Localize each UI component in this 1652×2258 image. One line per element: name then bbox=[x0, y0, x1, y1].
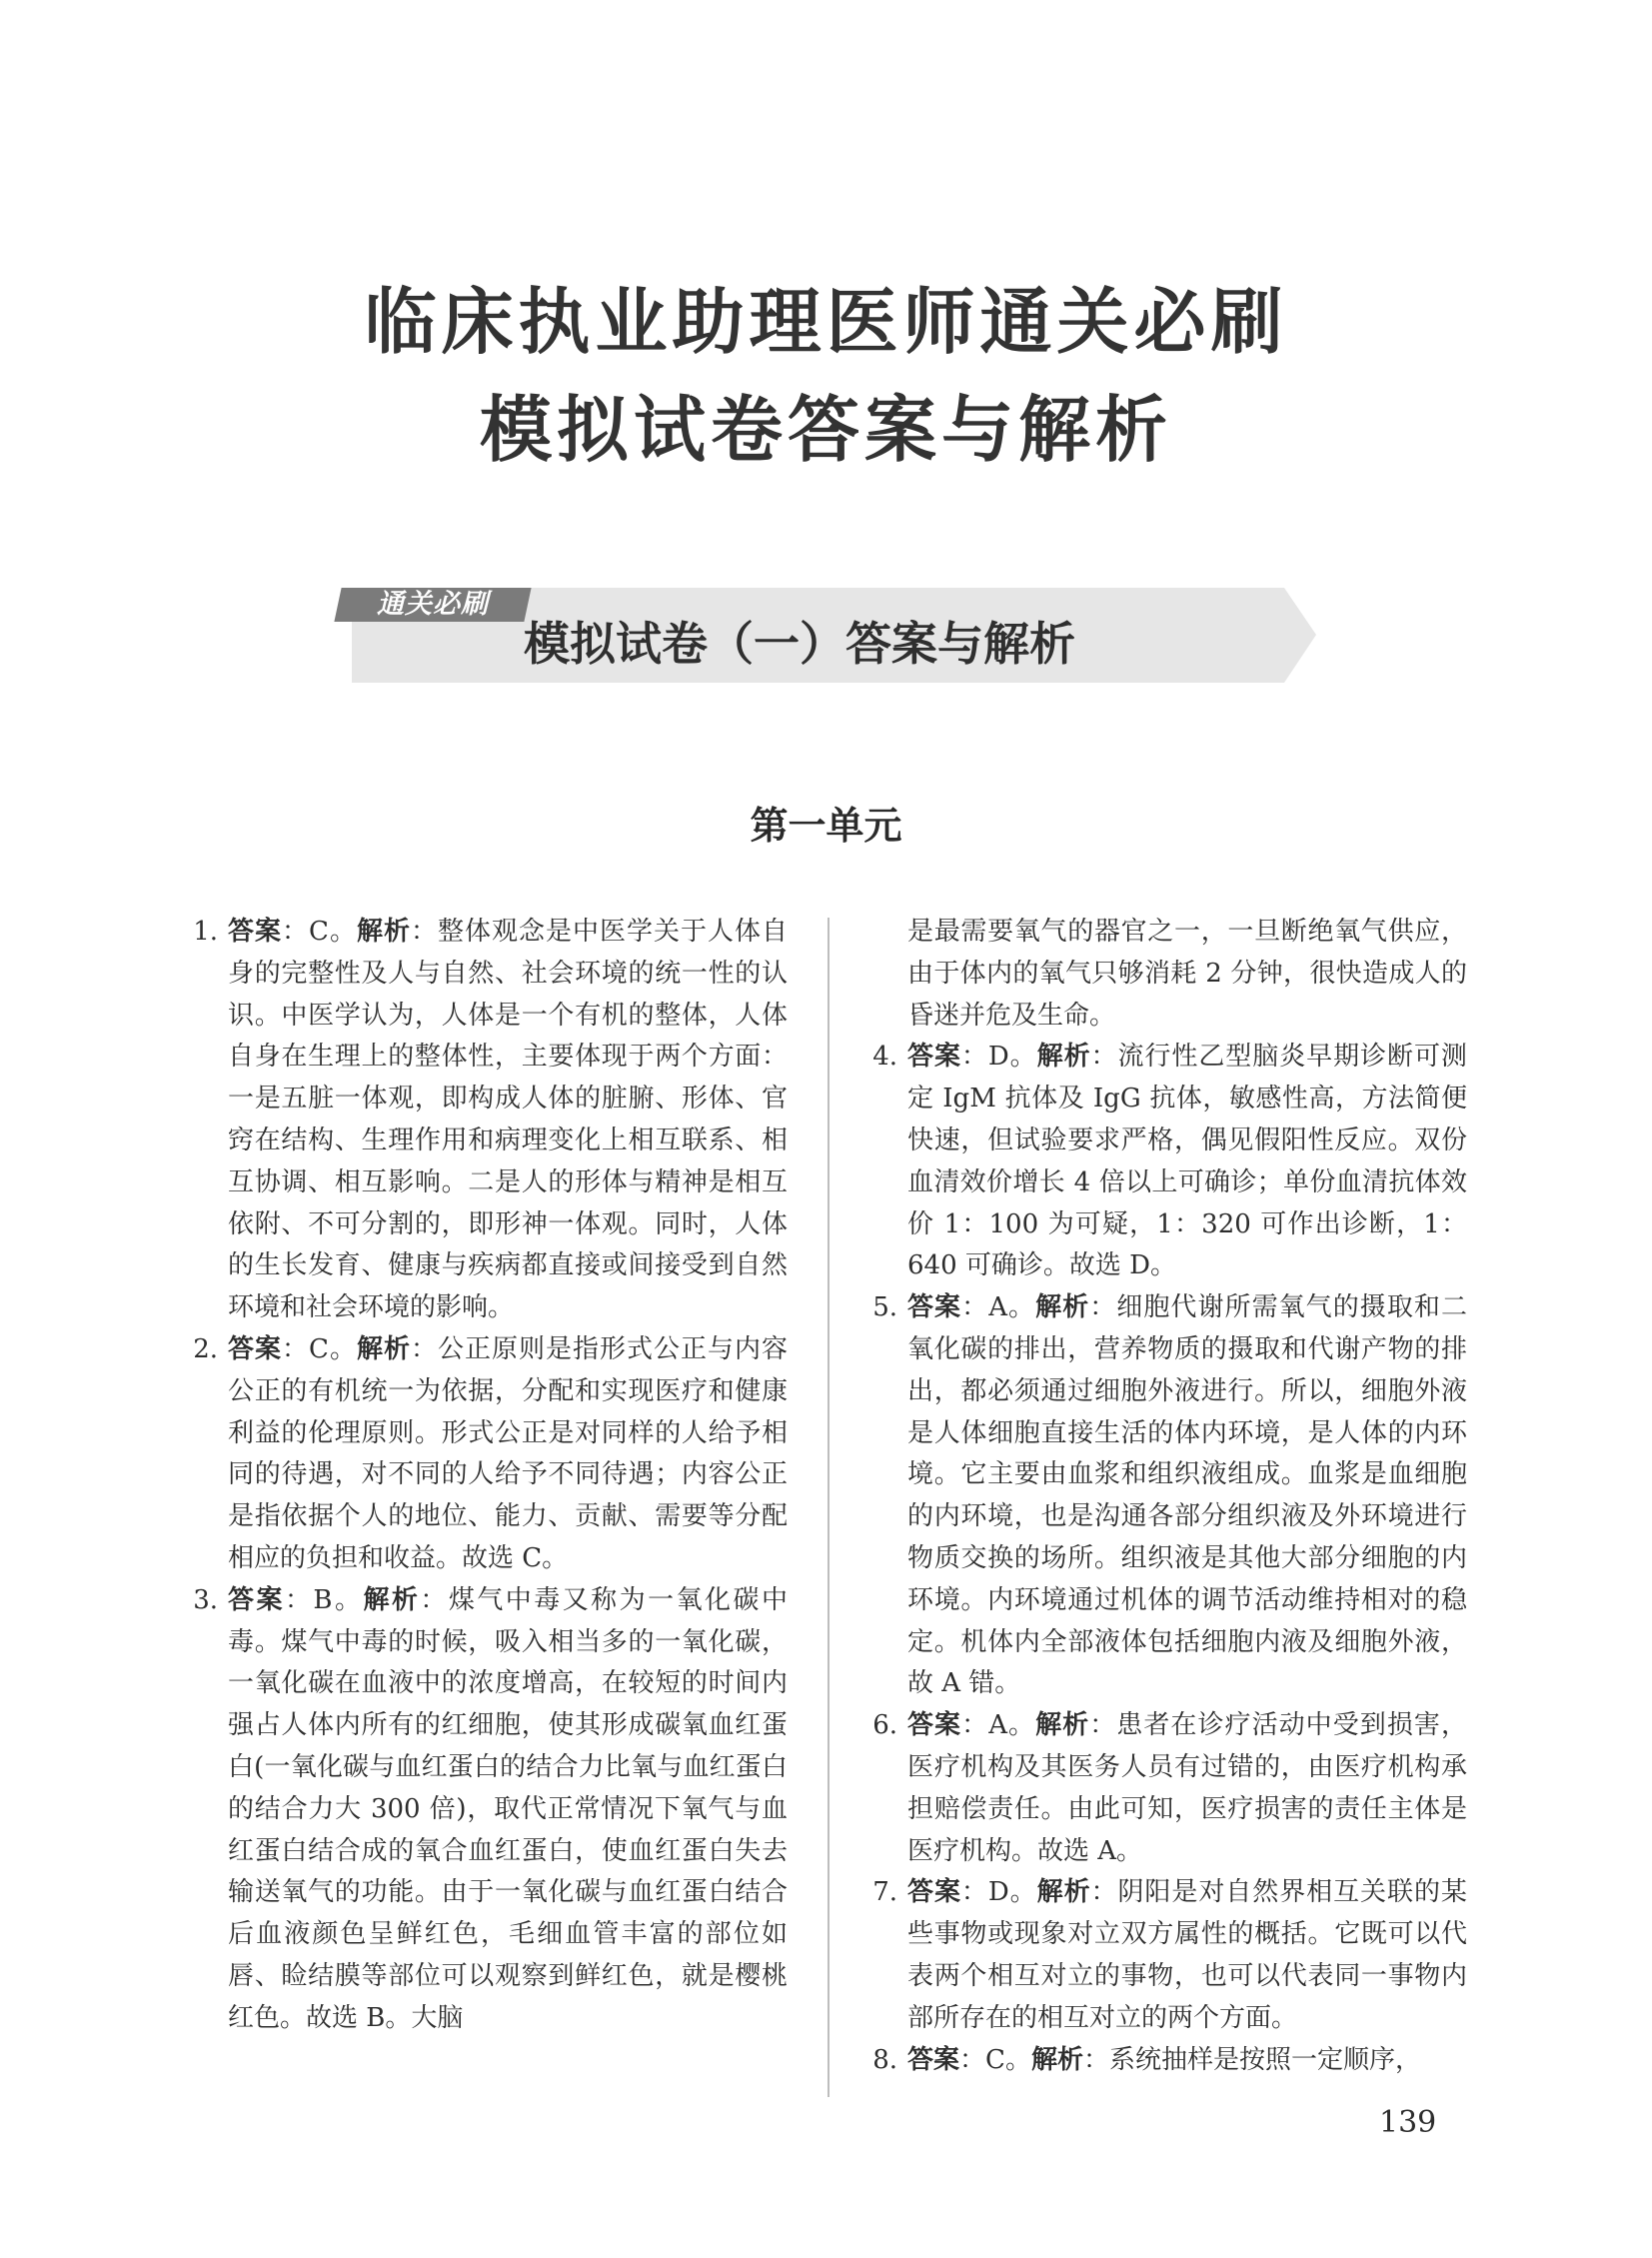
item-number: 4. bbox=[872, 1042, 897, 1073]
answer-item-8: 8. 答案：C。解析：系统抽样是按照一定顺序， bbox=[862, 2040, 1467, 2082]
analysis-text: 整体观念是中医学关于人体自身的完整性及人与自然、社会环境的统一性的认识。中医学认为，人体是一个有机的整体，人体自身在生理上的整体性，主要体现于两个方面：一是五脏一体观，即构成人体的脏腑、形体、官窍在结构、生理作用和病理变化上相互联系、相互协调、相互影响。二是人的形体与精神是相互依附、不可分割的，即形神一体观。同时，人体的生长发育、健康与疾病都直接或间接受到自然环境和社会环境的影响。 bbox=[228, 917, 788, 1323]
analysis-text: 流行性乙型脑炎早期诊断可测定 IgM 抗体及 IgG 抗体，敏感性高，方法简便快速，但试验要求严格，偶见假阳性反应。双份血清效价增长 4 倍以上可确诊；单份血清抗体效价 1：100 为可疑，1：320 可作出诊断，1：640 可确诊。故选 D。 bbox=[907, 1042, 1467, 1281]
analysis-text: 公正原则是指形式公正与内容公正的有机统一为依据，分配和实现医疗和健康利益的伦理原则。形式公正是对同样的人给予相同的待遇，对不同的人给予不同待遇；内容公正是指依据个人的地位、能力、贡献、需要等分配相应的负担和收益。故选 C。 bbox=[228, 1333, 788, 1573]
item-number: 3. bbox=[193, 1584, 218, 1615]
analysis-text: 患者在诊疗活动中受到损害，医疗机构及其医务人员有过错的，由医疗机构承担赔偿责任。由此可知，医疗损害的责任主体是医疗机构。故选 A。 bbox=[907, 1710, 1467, 1866]
banner-tag-text: 通关必刷 bbox=[377, 589, 489, 620]
answer-item-5: 5. 答案：A。解析：细胞代谢所需氧气的摄取和二氧化碳的排出，营养物质的摄取和代谢产物的排出，都必须通过细胞外液进行。所以，细胞外液是人体细胞直接生活的体内环境，是人体的内环境。它主要由血浆和组织液组成。血浆是血细胞的内环境，也是沟通各部分组织液及外环境进行物质交换的场所。组织液是其他大部分细胞的内环境。内环境通过机体的调节活动维持相对的稳定。机体内全部液体包括细胞内液及细胞外液，故 A 错。 bbox=[862, 1287, 1467, 1705]
section-banner bbox=[352, 588, 1316, 683]
answer-value: A bbox=[988, 1292, 1007, 1323]
answer-value: C bbox=[309, 1333, 329, 1364]
answer-item-3: 3. 答案：B。解析：煤气中毒又称为一氧化碳中毒。煤气中毒的时候，吸入相当多的一氧化碳，一氧化碳在血液中的浓度增高，在较短的时间内强占人体内所有的红细胞，使其形成碳氧血红蛋白(一氧化碳与血红蛋白的结合力比氧与血红蛋白的结合力大 300 倍)，取代正常情况下氧气与血红蛋白结合成的氧合血红蛋白，使血红蛋白失去输送氧气的功能。由于一氧化碳与血红蛋白结合后血液颜色呈鲜红色，毛细血管丰富的部位如唇、睑结膜等部位可以观察到鲜红色，就是樱桃红色。故选 B。大脑 bbox=[183, 1580, 788, 2040]
left-column bbox=[183, 912, 788, 2040]
answer-label: 答案 bbox=[907, 1042, 961, 1073]
analysis-label: 解析 bbox=[363, 1584, 421, 1615]
answer-value: D bbox=[987, 1042, 1009, 1073]
answer-label: 答案 bbox=[907, 2044, 960, 2075]
analysis-text: 阴阳是对自然界相互关联的某些事物或现象对立双方属性的概括。它既可以代表两个相互对立的事物，也可以代表同一事物内部所存在的相互对立的两个方面。 bbox=[907, 1877, 1467, 2033]
item-number: 1. bbox=[193, 917, 218, 947]
analysis-label: 解析 bbox=[356, 917, 411, 947]
item-number: 7. bbox=[872, 1877, 897, 1908]
item-number: 8. bbox=[872, 2044, 897, 2075]
answer-label: 答案 bbox=[907, 1292, 962, 1323]
item-number: 5. bbox=[872, 1292, 897, 1323]
answer-value: D bbox=[987, 1877, 1009, 1908]
answer-label: 答案 bbox=[228, 1333, 283, 1364]
answer-label: 答案 bbox=[907, 1710, 962, 1741]
answer-item-2: 2. 答案：C。解析：公正原则是指形式公正与内容公正的有机统一为依据，分配和实现医疗和健康利益的伦理原则。形式公正是对同样的人给予相同的待遇，对不同的人给予不同待遇；内容公正是指依据个人的地位、能力、贡献、需要等分配相应的负担和收益。故选 C。 bbox=[183, 1329, 788, 1580]
answer-item-7: 7. 答案：D。解析：阴阳是对自然界相互关联的某些事物或现象对立双方属性的概括。它既可以代表两个相互对立的事物，也可以代表同一事物内部所存在的相互对立的两个方面。 bbox=[862, 1872, 1467, 2039]
analysis-label: 解析 bbox=[1035, 1710, 1090, 1741]
answer-value: C bbox=[985, 2044, 1005, 2075]
answer-item-1: 1. 答案：C。解析：整体观念是中医学关于人体自身的完整性及人与自然、社会环境的统一性的认识。中医学认为，人体是一个有机的整体，人体自身在生理上的整体性，主要体现于两个方面：一是五脏一体观，即构成人体的脏腑、形体、官窍在结构、生理作用和病理变化上相互联系、相互协调、相互影响。二是人的形体与精神是相互依附、不可分割的，即形神一体观。同时，人体的生长发育、健康与疾病都直接或间接受到自然环境和社会环境的影响。 bbox=[183, 912, 788, 1329]
banner-tag bbox=[334, 588, 531, 622]
answer-value: B bbox=[313, 1584, 333, 1615]
right-column bbox=[862, 912, 1467, 2081]
answer-item-4: 4. 答案：D。解析：流行性乙型脑炎早期诊断可测定 IgM 抗体及 IgG 抗体，敏感性高，方法简便快速，但试验要求严格，偶见假阳性反应。双份血清效价增长 4 倍以上可确诊；单份血清抗体效价 1：100 为可疑，1：320 可作出诊断，1：640 可确诊。故选 D。 bbox=[862, 1037, 1467, 1287]
analysis-label: 解析 bbox=[356, 1333, 411, 1364]
column-divider bbox=[827, 918, 829, 2097]
book-title bbox=[0, 268, 1652, 484]
analysis-label: 解析 bbox=[1036, 1877, 1091, 1908]
answer-item-6: 6. 答案：A。解析：患者在诊疗活动中受到损害，医疗机构及其医务人员有过错的，由医疗机构承担赔偿责任。由此可知，医疗损害的责任主体是医疗机构。故选 A。 bbox=[862, 1705, 1467, 1872]
answer-value: C bbox=[309, 917, 329, 947]
unit-title: 第一单元 bbox=[750, 804, 902, 848]
analysis-text: 细胞代谢所需氧气的摄取和二氧化碳的排出，营养物质的摄取和代谢产物的排出，都必须通过细胞外液进行。所以，细胞外液是人体细胞直接生活的体内环境，是人体的内环境。它主要由血浆和组织液组成。血浆是血细胞的内环境，也是沟通各部分组织液及外环境进行物质交换的场所。组织液是其他大部分细胞的内环境。内环境通过机体的调节活动维持相对的稳定。机体内全部液体包括细胞内液及细胞外液，故 A 错。 bbox=[907, 1292, 1467, 1699]
section-title: 模拟试卷（一）答案与解析 bbox=[524, 617, 1075, 671]
item-number: 6. bbox=[872, 1710, 897, 1741]
item-number: 2. bbox=[193, 1333, 218, 1364]
book-title-line-2: 模拟试卷答案与解析 bbox=[479, 388, 1172, 472]
continued-text: 是最需要氧气的器官之一，一旦断绝氧气供应，由于体内的氧气只够消耗 2 分钟，很快造成人的昏迷并危及生命。 bbox=[907, 917, 1467, 1031]
answer-label: 答案 bbox=[228, 917, 283, 947]
analysis-label: 解析 bbox=[1030, 2044, 1083, 2075]
answer-label: 答案 bbox=[907, 1877, 961, 1908]
analysis-text: 煤气中毒又称为一氧化碳中毒。煤气中毒的时候，吸入相当多的一氧化碳，一氧化碳在血液中的浓度增高，在较短的时间内强占人体内所有的红细胞，使其形成碳氧血红蛋白(一氧化碳与血红蛋白的结合力比氧与血红蛋白的结合力大 300 倍)，取代正常情况下氧气与血红蛋白结合成的氧合血红蛋白，使血红蛋白失去输送氧气的功能。由于一氧化碳与血红蛋白结合后血液颜色呈鲜红色，毛细血管丰富的部位如唇、睑结膜等部位可以观察到鲜红色，就是樱桃红色。故选 B。大脑 bbox=[228, 1584, 788, 2033]
analysis-label: 解析 bbox=[1036, 1042, 1091, 1073]
answer-value: A bbox=[988, 1710, 1007, 1741]
analysis-label: 解析 bbox=[1035, 1292, 1090, 1323]
page-number: 139 bbox=[1379, 2105, 1437, 2140]
answer-label: 答案 bbox=[228, 1584, 285, 1615]
book-title-line-1: 临床执业助理医师通关必刷 bbox=[364, 280, 1288, 364]
analysis-text: 系统抽样是按照一定顺序， bbox=[1108, 2044, 1421, 2075]
